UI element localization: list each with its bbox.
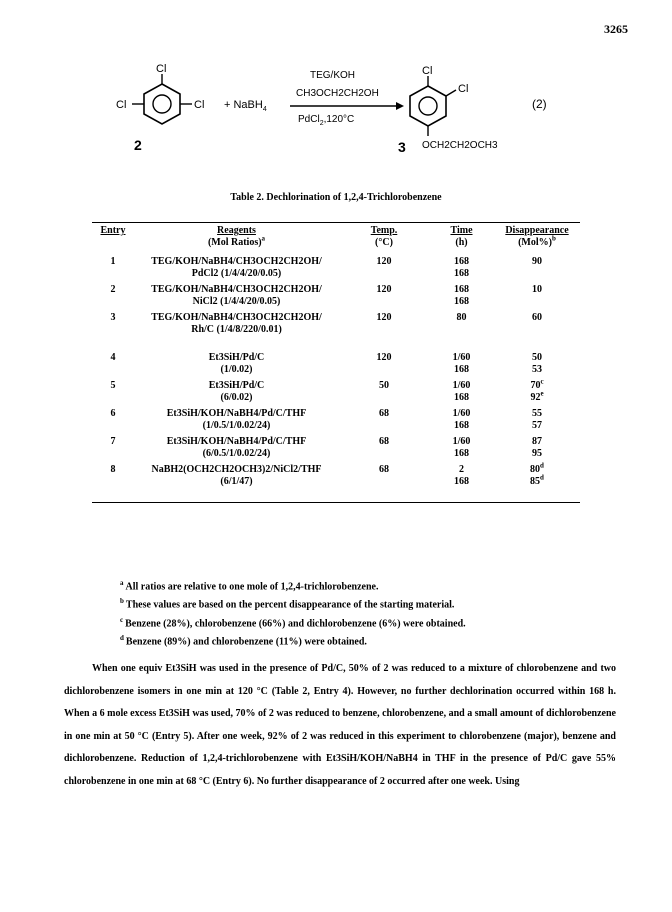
cell-temp xyxy=(339,308,429,336)
cell-disappearance-line: 50 xyxy=(532,352,542,363)
cell-reagents-line: NaBH2(OCH2CH2OCH3)2/NiCl2/THF xyxy=(151,464,322,475)
footnote-marker: d xyxy=(540,461,544,470)
cell-time-line: 168 xyxy=(454,392,469,403)
cell-entry xyxy=(92,308,134,336)
header-time: Time (h) xyxy=(450,225,473,248)
cell-time-line: 168 xyxy=(454,364,469,375)
table-spacer xyxy=(92,336,580,348)
footnote xyxy=(120,613,590,631)
cell-reagents-line: (1/0.5/1/0.02/24) xyxy=(202,420,271,431)
cell-entry xyxy=(92,252,134,280)
footnote-mark: c xyxy=(120,615,124,624)
footnote-marker: c xyxy=(540,377,544,386)
header-reagents: Reagents (Mol Ratios)$^a$ xyxy=(207,225,266,248)
compound-2-structure xyxy=(116,63,204,153)
cell-temp xyxy=(339,376,429,404)
cell-temp-line: 120 xyxy=(376,256,392,267)
cell-disappearance-line: 90 xyxy=(532,256,542,267)
footnote-mark: b xyxy=(120,597,124,606)
cell-reagents-line: Et3SiH/KOH/NaBH4/Pd/C/THF xyxy=(166,436,307,447)
cell-time-line: 1/60 xyxy=(452,352,471,363)
equation-number: (2) xyxy=(532,97,547,111)
nabh4-reagent: + NaBH$_4$ xyxy=(224,99,267,113)
table-row xyxy=(92,432,580,460)
cell-reagents xyxy=(134,280,339,308)
footnote-text: Benzene (89%) and chlorobenzene (11%) were obtained. xyxy=(125,636,367,648)
cell-reagents-line: (6/1/47) xyxy=(220,476,253,487)
cell-reagents-line: NiCl2 (1/4/4/20/0.05) xyxy=(192,296,281,307)
compound-3-structure xyxy=(398,65,498,155)
left-cl-left: Cl xyxy=(116,99,127,111)
left-cl-top: Cl xyxy=(156,63,167,75)
table-title: Table 2. Dechlorination of 1,2,4-Trichlorobenzene xyxy=(230,192,442,203)
table-header-row xyxy=(92,223,580,252)
cell-disappearance-line: 10 xyxy=(532,284,542,295)
cell-time-line: 168 xyxy=(454,268,469,279)
cell-reagents xyxy=(134,460,339,488)
cell-temp xyxy=(339,404,429,432)
arrow-condition-1: TEG/KOH xyxy=(310,70,356,81)
cell-temp-line: 68 xyxy=(379,436,389,447)
cell-disappearance-line: 53 xyxy=(532,364,542,375)
table-row xyxy=(92,460,580,488)
table-row xyxy=(92,308,580,336)
cell-entry xyxy=(92,404,134,432)
cell-disappearance xyxy=(494,404,580,432)
compound-2-label: 2 xyxy=(134,137,142,153)
table-row xyxy=(92,252,580,280)
cell-temp-line: 68 xyxy=(379,408,389,419)
cell-time-line: 168 xyxy=(454,448,469,459)
cell-time-line: 168 xyxy=(454,284,469,295)
reaction-scheme xyxy=(100,62,570,172)
cell-disappearance-line: 55 xyxy=(532,408,542,419)
cell-reagents-line: (6/0.02) xyxy=(220,392,253,403)
cell-time-line: 1/60 xyxy=(452,408,471,419)
cell-time-line: 1/60 xyxy=(452,436,471,447)
cell-disappearance xyxy=(494,252,580,280)
cell-reagents-line: TEG/KOH/NaBH4/CH3OCH2CH2OH/ xyxy=(151,256,322,267)
cell-entry-line: 5 xyxy=(110,380,116,391)
cell-disappearance xyxy=(494,460,580,488)
data-table xyxy=(92,222,580,503)
cell-time-line: 2 xyxy=(459,464,464,475)
cell-reagents xyxy=(134,376,339,404)
cell-entry-line: 2 xyxy=(110,284,116,295)
cell-entry-line: 1 xyxy=(110,256,116,267)
cell-reagents-line: (1/0.02) xyxy=(220,364,253,375)
cell-temp xyxy=(339,280,429,308)
reaction-arrow xyxy=(290,70,404,127)
footnote-text: All ratios are relative to one mole of 1,2,4-trichlorobenzene. xyxy=(125,581,379,593)
footnote xyxy=(120,576,590,594)
cell-reagents-line: TEG/KOH/NaBH4/CH3OCH2CH2OH/ xyxy=(151,312,322,323)
body-paragraph xyxy=(64,658,616,793)
cell-temp-line: 50 xyxy=(379,380,389,391)
cell-time-line: 168 xyxy=(454,256,469,267)
cell-temp xyxy=(339,432,429,460)
arrow-catalyst: PdCl$_2$,120°C xyxy=(298,114,355,127)
cell-reagents-line: Et3SiH/Pd/C xyxy=(208,380,265,391)
cell-temp-line: 120 xyxy=(376,352,392,363)
cell-disappearance-line: 60 xyxy=(532,312,542,323)
cell-reagents-line: PdCl2 (1/4/4/20/0.05) xyxy=(191,268,282,279)
cell-reagents xyxy=(134,432,339,460)
cell-time xyxy=(429,280,494,308)
cell-temp xyxy=(339,460,429,488)
cell-time xyxy=(429,376,494,404)
cell-entry xyxy=(92,432,134,460)
table-footnotes xyxy=(120,576,590,649)
cell-disappearance-line: 57 xyxy=(532,420,542,431)
right-cl-top: Cl xyxy=(422,65,433,77)
cell-disappearance xyxy=(494,376,580,404)
table-bottom-rule xyxy=(92,502,580,503)
compound-3-label: 3 xyxy=(398,139,406,155)
right-cl-side: Cl xyxy=(458,83,469,95)
cell-time xyxy=(429,348,494,376)
cell-reagents-line: (6/0.5/1/0.02/24) xyxy=(202,448,271,459)
footnote-mark: d xyxy=(120,633,124,642)
cell-reagents xyxy=(134,348,339,376)
cell-time-line: 80 xyxy=(456,312,467,323)
table-row xyxy=(92,348,580,376)
cell-disappearance xyxy=(494,432,580,460)
header-disappearance: Disappearance $(Mol\%)^b$ xyxy=(505,225,569,248)
cell-entry xyxy=(92,280,134,308)
cell-disappearance-line: 80$^d$ xyxy=(530,461,544,475)
cell-disappearance-line: 70$^c$ xyxy=(530,377,544,391)
cell-entry xyxy=(92,460,134,488)
table-row xyxy=(92,404,580,432)
cell-time-line: 168 xyxy=(454,420,469,431)
cell-time-line: 168 xyxy=(454,296,469,307)
cell-time xyxy=(429,252,494,280)
paragraph-text: When one equiv Et3SiH was used in the presence of Pd/C, 50% of 2 was reduced to a mixture of chlorobenzene and two dichlorobenzene isomers in one min at 120 °C (Table 2, Entry 4). However, no further dechlorination occurred within 168 h. When a 6 mole excess Et3SiH was used, 70% of 2 was reduced to benzene, chlorobenzene, and a small amount of dichlorobenzene in one min at 50 °C (Entry 5). After one week, 92% of 2 was reduced in this experiment to chlorobenzene (major), benzene and dichlorobenzene. Reduction of 1,2,4-trichlorobenzene with Et3SiH/KOH/NaBH4 in THF in the presence of Pd/C gave 55% chlorobenzene in one min at 68 °C (Entry 6). No further disappearance of 2 occurred after one week. Using xyxy=(64,663,616,787)
cell-reagents xyxy=(134,308,339,336)
cell-entry xyxy=(92,376,134,404)
cell-time xyxy=(429,404,494,432)
cell-entry-line: 6 xyxy=(110,408,116,419)
cell-entry-line: 8 xyxy=(110,464,116,475)
cell-disappearance-line: 87 xyxy=(532,436,542,447)
footnote-marker: e xyxy=(540,389,544,398)
footnote-marker: d xyxy=(540,473,544,482)
cell-entry xyxy=(92,348,134,376)
cell-entry-line: 4 xyxy=(110,352,116,363)
header-temp: Temp. (°C) xyxy=(370,225,398,248)
cell-time-line: 168 xyxy=(454,476,469,487)
footnote-mark: a xyxy=(120,579,124,587)
cell-disappearance-line: 92e xyxy=(530,389,544,403)
arrow-condition-2: CH3OCH2CH2OH xyxy=(296,88,379,99)
cell-reagents xyxy=(134,252,339,280)
cell-disappearance xyxy=(494,308,580,336)
cell-reagents xyxy=(134,404,339,432)
cell-temp xyxy=(339,348,429,376)
cell-disappearance xyxy=(494,280,580,308)
header-entry: Entry xyxy=(100,225,126,236)
cell-disappearance-line: 85$^d$ xyxy=(530,473,544,487)
table-row xyxy=(92,376,580,404)
footnote-text: These values are based on the percent disappearance of the starting material. xyxy=(125,599,455,611)
cell-time-line: 1/60 xyxy=(452,380,471,391)
cell-reagents-line: Et3SiH/Pd/C xyxy=(208,352,265,363)
cell-disappearance-line: 95 xyxy=(532,448,542,459)
page-number: 3265 xyxy=(604,22,628,36)
cell-temp-line: 120 xyxy=(376,312,392,323)
cell-reagents-line: Rh/C (1/4/8/220/0.01) xyxy=(191,324,282,335)
cell-time xyxy=(429,432,494,460)
right-substituent: OCH2CH2OCH3 xyxy=(422,140,498,151)
cell-time xyxy=(429,308,494,336)
footnote xyxy=(120,594,590,612)
cell-temp-line: 68 xyxy=(379,464,389,475)
footnote xyxy=(120,631,590,649)
cell-time xyxy=(429,460,494,488)
footnote-text: Benzene (28%), chlorobenzene (66%) and dichlorobenzene (6%) were obtained. xyxy=(125,617,466,629)
cell-entry-line: 3 xyxy=(110,312,116,323)
cell-disappearance xyxy=(494,348,580,376)
cell-entry-line: 7 xyxy=(110,436,116,447)
cell-reagents-line: Et3SiH/KOH/NaBH4/Pd/C/THF xyxy=(166,408,307,419)
cell-temp xyxy=(339,252,429,280)
cell-temp-line: 120 xyxy=(376,284,392,295)
table-row xyxy=(92,280,580,308)
cell-reagents-line: TEG/KOH/NaBH4/CH3OCH2CH2OH/ xyxy=(151,284,322,295)
left-cl-right: Cl xyxy=(194,99,205,111)
